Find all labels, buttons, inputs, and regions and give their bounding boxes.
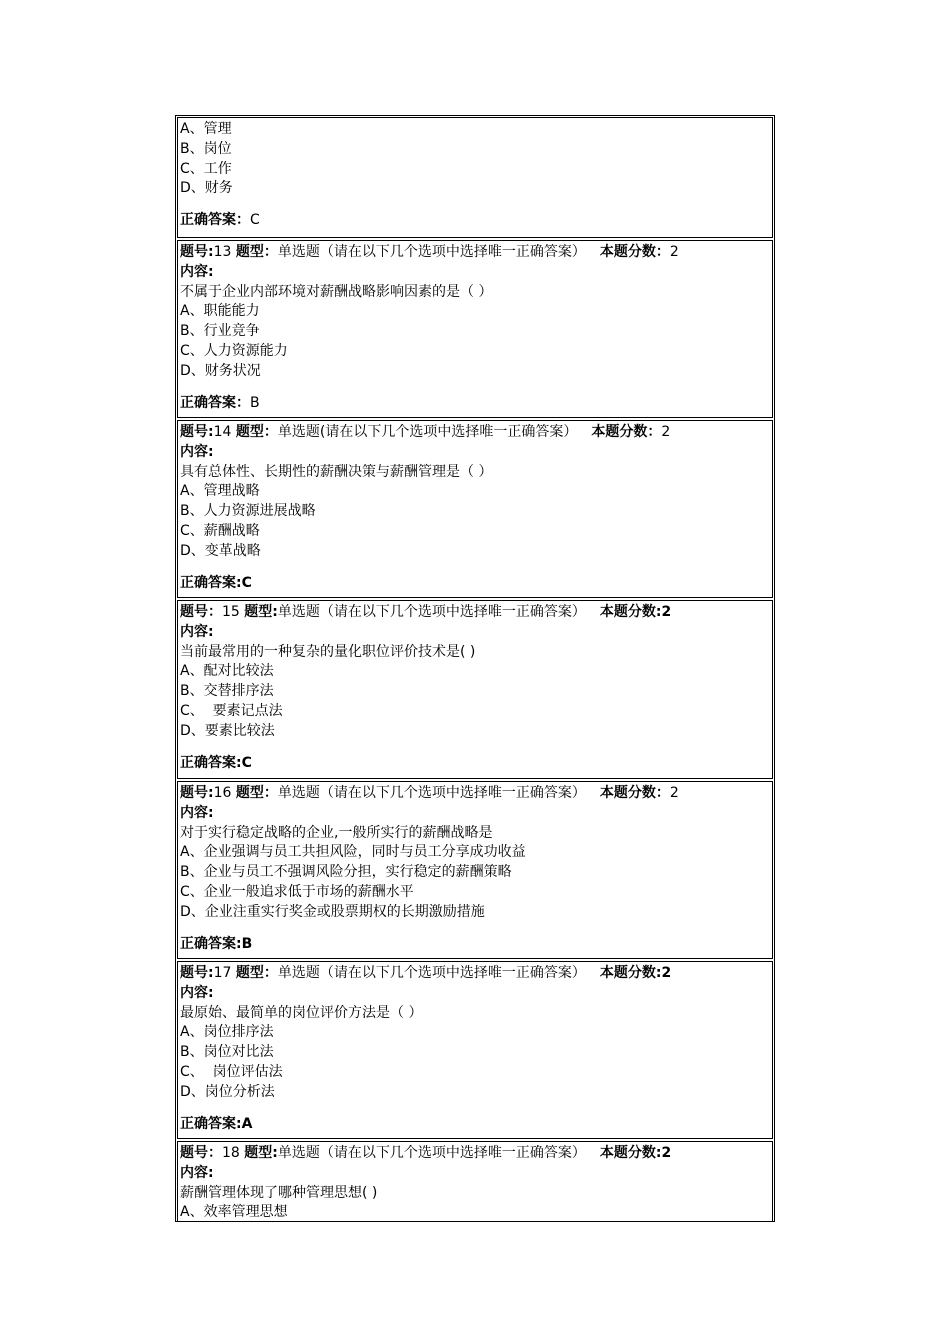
question-text: 对于实行稳定战略的企业,一般所实行的薪酬战略是: [180, 824, 493, 841]
option-a: A、职能能力: [180, 303, 260, 320]
option-d: D、变革战略: [180, 542, 261, 559]
score-label: 本题分数：: [599, 244, 670, 260]
option-b: B、交替排序法: [180, 683, 274, 700]
score-value: 2: [661, 424, 671, 440]
question-block-14: [177, 420, 773, 598]
option-d: D、要素比较法: [180, 722, 275, 739]
option-d: D、财务状况: [180, 362, 261, 379]
option-b: B、岗位: [180, 140, 232, 157]
qno-label: 题号:: [180, 785, 214, 801]
answer-label: 正确答案：: [180, 212, 250, 229]
content-label: 内容:: [180, 804, 214, 821]
correct-answer: [180, 1115, 772, 1135]
question-type: 单选题（请在以下几个选项中选择唯一正确答案）: [277, 244, 586, 260]
question-block-12-tail: [177, 117, 773, 238]
answer-value: C: [241, 574, 252, 591]
answer-label: 正确答案:: [180, 1115, 242, 1132]
option-c: C、人力资源能力: [180, 342, 288, 359]
question-block-13: [177, 240, 773, 418]
option-b: B、岗位对比法: [180, 1044, 274, 1061]
question-type: 单选题（请在以下几个选项中选择唯一正确答案）: [277, 604, 586, 620]
qtype-label: 题型:: [244, 1145, 278, 1161]
score-label: 本题分数:: [599, 965, 662, 981]
score-value: 2: [661, 1145, 672, 1161]
correct-answer: [180, 754, 772, 774]
answer-value: C: [250, 212, 260, 229]
qno-label: 题号:: [180, 244, 214, 260]
option-a: A、配对比较法: [180, 663, 274, 680]
option-d: D、企业注重实行奖金或股票期权的长期激励措施: [180, 903, 485, 920]
correct-answer: [180, 211, 772, 231]
question-type: 单选题（请在以下几个选项中选择唯一正确答案）: [277, 1145, 586, 1161]
question-sheet: [175, 115, 775, 1222]
question-number: 17: [213, 965, 232, 981]
question-type: 单选题(请在以下几个选项中选择唯一正确答案）: [277, 424, 578, 440]
question-type: 单选题（请在以下几个选项中选择唯一正确答案）: [277, 785, 586, 801]
question-type: 单选题（请在以下几个选项中选择唯一正确答案）: [277, 965, 586, 981]
qno-label: 题号：: [180, 604, 222, 620]
content-label: 内容:: [180, 263, 214, 280]
question-header: [180, 423, 772, 443]
option-a: A、岗位排序法: [180, 1024, 274, 1041]
score-value: 2: [669, 785, 679, 801]
option-c: C、 岗位评估法: [180, 1063, 283, 1080]
answer-label: 正确答案:: [180, 754, 242, 771]
question-header: [180, 784, 772, 804]
option-b: B、行业竞争: [180, 323, 260, 340]
content-label: 内容:: [180, 984, 214, 1001]
score-label: 本题分数:: [599, 604, 662, 620]
answer-value: C: [241, 754, 252, 771]
question-block-15: [177, 600, 773, 779]
question-number: 13: [213, 244, 232, 260]
option-d: D、岗位分析法: [180, 1083, 275, 1100]
option-a: A、企业强调与员工共担风险，同时与员工分享成功收益: [180, 844, 526, 861]
question-number: 14: [213, 424, 232, 440]
question-text: 最原始、最简单的岗位评价方法是（ ）: [180, 1004, 423, 1021]
score-label: 本题分数：: [591, 424, 662, 440]
question-text: 当前最常用的一种复杂的量化职位评价技术是( ): [180, 643, 476, 660]
question-block-18: [177, 1141, 773, 1222]
question-number: 15: [222, 604, 240, 620]
qtype-label: 题型：: [235, 424, 278, 440]
option-b: B、企业与员工不强调风险分担，实行稳定的薪酬策略: [180, 864, 512, 881]
correct-answer: [180, 935, 772, 955]
option-b: B、人力资源进展战略: [180, 503, 316, 520]
score-label: 本题分数：: [599, 785, 670, 801]
answer-value: B: [250, 394, 260, 411]
qtype-label: 题型：: [235, 965, 278, 981]
question-text: 具有总体性、长期性的薪酬决策与薪酬管理是（ ）: [180, 463, 493, 480]
option-c: C、企业一般追求低于市场的薪酬水平: [180, 883, 414, 900]
option-a: A、效率管理思想: [180, 1204, 288, 1221]
correct-answer: [180, 394, 772, 414]
question-header: [180, 1144, 772, 1164]
content-label: 内容:: [180, 623, 214, 640]
question-text: 薪酬管理体现了哪种管理思想( ): [180, 1184, 378, 1201]
question-number: 18: [222, 1145, 240, 1161]
qno-label: 题号：: [180, 1145, 222, 1161]
option-c: C、工作: [180, 160, 232, 177]
content-label: 内容:: [180, 443, 214, 460]
option-c: C、 要素记点法: [180, 702, 283, 719]
question-number: 16: [213, 785, 232, 801]
question-block-16: [177, 781, 773, 959]
qtype-label: 题型：: [235, 244, 278, 260]
option-d: D、财务: [180, 180, 233, 197]
content-label: 内容:: [180, 1164, 214, 1181]
option-a: A、管理战略: [180, 483, 260, 500]
qno-label: 题号:: [180, 965, 214, 981]
score-value: 2: [661, 965, 672, 981]
answer-label: 正确答案:: [180, 935, 242, 952]
score-label: 本题分数:: [599, 1145, 662, 1161]
question-block-17: [177, 961, 773, 1139]
question-text: 不属于企业内部环境对薪酬战略影响因素的是（ ）: [180, 283, 493, 300]
score-value: 2: [669, 244, 679, 260]
option-a: A、管理: [180, 121, 232, 137]
question-header: [180, 964, 772, 984]
correct-answer: [180, 574, 772, 594]
qtype-label: 题型：: [235, 785, 278, 801]
score-value: 2: [661, 604, 672, 620]
qno-label: 题号:: [180, 424, 214, 440]
option-c: C、薪酬战略: [180, 522, 260, 539]
answer-label: 正确答案：: [180, 394, 250, 411]
qtype-label: 题型:: [244, 604, 278, 620]
question-header: [180, 603, 772, 623]
answer-label: 正确答案:: [180, 574, 242, 591]
answer-value: B: [241, 935, 253, 952]
answer-value: A: [241, 1115, 253, 1132]
question-header: [180, 243, 772, 263]
